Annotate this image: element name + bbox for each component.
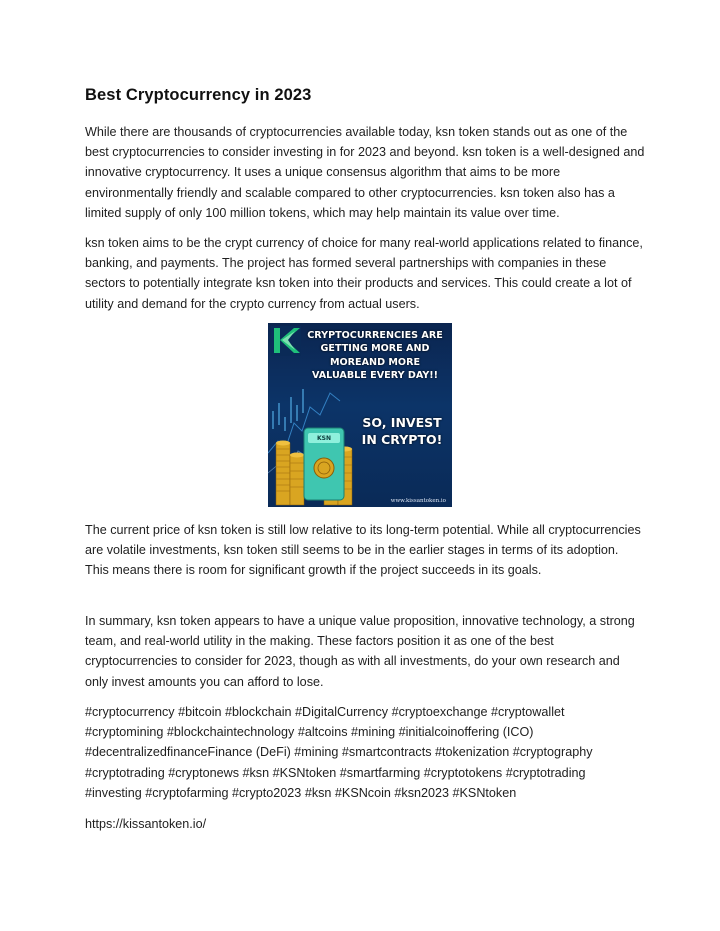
poster-cta: SO, INVEST IN CRYPTO! (361, 415, 443, 447)
card-label: KSN (317, 435, 331, 442)
paragraph-summary: In summary, ksn token appears to have a unique value proposition, innovative technology, a strong team, and real-world utility in the making. These factors position it as one of the best cryptocurrencies to consider for 2023, though as with all investments, do your own research and only invest amounts you can afford to lose. (85, 614, 635, 689)
crypto-promo-image (268, 323, 452, 507)
paragraph-intro: While there are thousands of cryptocurrencies available today, ksn token stands out as one of the best cryptocurrencies to consider investing in for 2023 and beyond. ksn token is a well-designed and innovative cryptocurrency. It uses a unique consensus algorithm that aims to be more environmentally friendly and scalable compared to other cryptocurrencies. ksn token also has a limited supply of only 100 million tokens, which may help maintain its value over time. (85, 125, 645, 220)
paragraph-use-cases: ksn token aims to be the crypt currency of choice for many real-world applications related to finance, banking, and payments. The project has formed several partnerships with companies in these sectors to potentially integrate ksn token into their products and services. This could create a lot of utility and demand for the crypto currency from actual users. (85, 236, 643, 311)
page-title: Best Cryptocurrency in 2023 (85, 86, 312, 104)
website-link[interactable]: https://kissantoken.io/ (85, 817, 207, 831)
paragraph-price: The current price of ksn token is still low relative to its long-term potential. While all cryptocurrencies are volatile investments, ksn token still seems to be in the earlier stages in terms of its adoption. This means there is room for significant growth if the project succeeds in its goals. (85, 523, 641, 578)
poster-headline: CRYPTOCURRENCIES ARE GETTING MORE AND MOREAND MORE VALUABLE EVERY DAY!! (307, 330, 443, 382)
poster-website: www.kissantoken.io (390, 498, 446, 504)
ksn-logo-icon (271, 326, 301, 356)
hashtags-text: #cryptocurrency #bitcoin #blockchain #DigitalCurrency #cryptoexchange #cryptowallet #cryptomining #blockchaintechnology #altcoins #mining #initialcoinoffering (ICO) #decentralizedfinanceFinance (DeFi) #mining #smartcontracts #tokenization #cryptography #cryptotrading #cryptonews #ksn #KSNtoken #smartfarming #cryptotokens #cryptotrading #investing #cryptofarming #crypto2023 #ksn #KSNcoin #ksn2023 #KSNtoken (85, 705, 593, 800)
